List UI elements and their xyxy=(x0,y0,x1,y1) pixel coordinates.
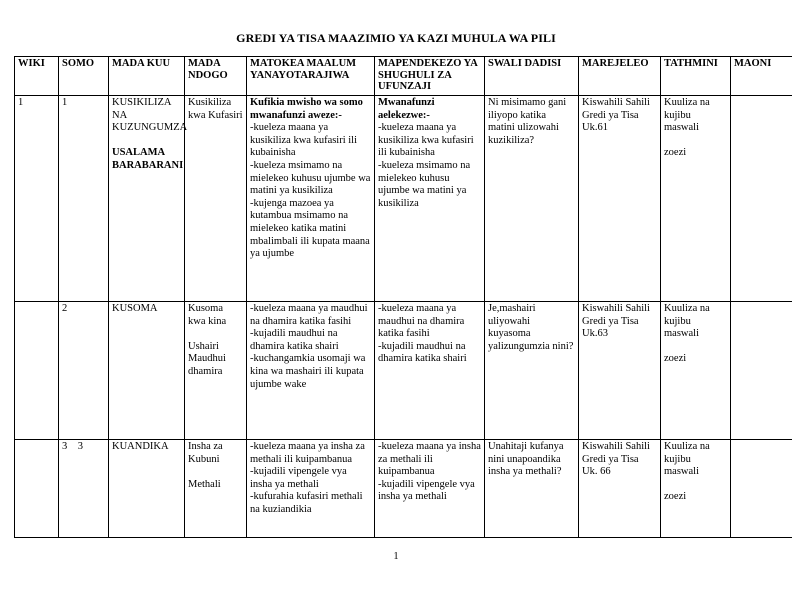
header-wiki: WIKI xyxy=(15,57,59,96)
mada-ndogo-text: Methali xyxy=(188,478,221,490)
matokea-item: -kujadili vipengele vya insha ya methali xyxy=(250,466,347,490)
marejeleo-grade: Gredi ya Tisa xyxy=(582,315,639,327)
cell-swali-dadisi: Ni misimamo gani iliyopo katika matini ulizowahi kuzikiliza? xyxy=(485,96,579,302)
table-row xyxy=(15,440,792,538)
cell-mapendekezo xyxy=(375,302,485,440)
mada-ndogo-text: Insha za Kubuni xyxy=(188,441,223,465)
cell-mapendekezo xyxy=(375,96,485,302)
cell-mada-kuu: KUSOMA xyxy=(109,302,185,440)
mapendekezo-item: -kujadili vipengele vya insha ya methali xyxy=(378,478,475,503)
marejeleo-grade: Gredi ya Tisa xyxy=(582,453,639,465)
cell-wiki xyxy=(15,440,59,538)
mapendekezo-item: -kueleza maana ya maudhui na dhamira katika fasihi xyxy=(378,303,465,340)
header-swali-dadisi: SWALI DADISI xyxy=(485,57,579,96)
marejeleo-grade: Gredi ya Tisa xyxy=(582,109,639,121)
header-tathmini: TATHMINI xyxy=(661,57,731,96)
cell-wiki xyxy=(15,302,59,440)
cell-maoni xyxy=(731,302,792,440)
mapendekezo-item: -kueleza maana ya insha za methali ili kuipambanua xyxy=(378,441,481,478)
tathmini-method: Kuuliza na kujibu maswali xyxy=(664,441,710,478)
header-row xyxy=(15,57,792,96)
mada-kuu-text: KUSIKILIZA NA KUZUNGUMZA xyxy=(112,97,188,134)
tathmini-method: Kuuliza na kujibu maswali xyxy=(664,303,710,340)
tathmini-method: Kuuliza na kujibu maswali xyxy=(664,97,710,134)
cell-matokea xyxy=(247,302,375,440)
mapendekezo-item: -kueleza maana ya kusikiliza kwa kufasiri ili kubainisha xyxy=(378,122,474,159)
cell-mada-ndogo xyxy=(185,302,247,440)
cell-swali-dadisi: Unahitaji kufanya nini unapoandika insha ya methali? xyxy=(485,440,579,538)
marejeleo-book: Kiswahili Sahili xyxy=(582,441,650,452)
marejeleo-book: Kiswahili Sahili xyxy=(582,303,650,314)
marejeleo-book: Kiswahili Sahili xyxy=(582,97,650,108)
cell-matokea xyxy=(247,440,375,538)
matokea-item: -kueleza maana ya kusikiliza kwa kufasiri ili kubainisha xyxy=(250,122,358,159)
cell-marejeleo xyxy=(579,440,661,538)
cell-mada-ndogo xyxy=(185,440,247,538)
matokea-item: -kufurahia kufasiri methali na kuziandikia xyxy=(250,491,363,515)
mapendekezo-item: -kujadili maudhui na dhamira katika shairi xyxy=(378,340,467,365)
document-title: GREDI YA TISA MAAZIMIO YA KAZI MUHULA WA PILI xyxy=(236,31,556,45)
cell-tathmini xyxy=(661,96,731,302)
marejeleo-page: Uk. 66 xyxy=(582,466,611,478)
cell-wiki: 1 xyxy=(15,96,59,302)
cell-mada-kuu xyxy=(109,96,188,302)
header-mada-ndogo: MADA NDOGO xyxy=(185,57,247,96)
mada-ndogo-text: Kusoma kwa kina xyxy=(188,303,227,327)
cell-swali-dadisi: Je,mashairi uliyowahi kuyasoma yalizungumzia nini? xyxy=(485,302,579,440)
tathmini-method: zoezi xyxy=(664,147,687,159)
matokea-item: -kujadili maudhui na dhamira katika shairi xyxy=(250,328,339,352)
mada-ndogo-text: Ushairi Maudhui dhamira xyxy=(188,340,226,377)
cell-mada-ndogo: Kusikiliza kwa Kufasiri xyxy=(185,96,247,302)
cell-maoni xyxy=(731,440,792,538)
matokea-item: -kueleza msimamo na mielekeo kuhusu ujumbe wa matini ya kusikiliza xyxy=(250,159,371,197)
header-somo: SOMO xyxy=(59,57,109,96)
matokea-item: -kueleza maana ya insha za methali ili kuipambanua xyxy=(250,441,365,465)
scheme-of-work-table xyxy=(14,56,792,538)
table-row xyxy=(15,302,792,440)
matokea-item: -kujenga mazoea ya kutambua msimamo na mielekeo katika matini mbalimbali ili kupata maana ya ujumbe xyxy=(250,197,370,260)
matokea-item: -kueleza maana ya maudhui na dhamira katika fasihi xyxy=(250,303,368,327)
cell-matokea xyxy=(247,96,375,302)
page-number: 1 xyxy=(393,551,399,562)
cell-marejeleo xyxy=(579,96,661,302)
marejeleo-page: Uk.63 xyxy=(582,328,608,340)
header-mada-kuu: MADA KUU xyxy=(109,57,185,96)
cell-somo: 2 xyxy=(59,302,109,440)
cell-marejeleo xyxy=(579,302,661,440)
marejeleo-page: Uk.61 xyxy=(582,122,608,134)
cell-somo: 3 3 xyxy=(59,440,109,538)
matokea-item: -kuchangamkia usomaji wa kina wa mashairi ili kupata ujumbe wake xyxy=(250,353,366,390)
mada-kuu-subtopic: USALAMA BARABARANI xyxy=(112,147,184,171)
mapendekezo-intro: Mwanafunzi aelekezwe:- xyxy=(378,97,435,121)
cell-maoni xyxy=(731,96,792,302)
mapendekezo-item: -kueleza msimamo na mielekeo kuhusu ujumbe wa matini ya kusikiliza xyxy=(378,159,471,209)
cell-mapendekezo xyxy=(375,440,485,538)
matokea-intro: Kufikia mwisho wa somo mwanafunzi aweze:- xyxy=(250,97,363,121)
tathmini-method: zoezi xyxy=(664,491,687,503)
cell-somo: 1 xyxy=(59,96,109,302)
header-matokea: MATOKEA MAALUM YANAYOTARAJIWA xyxy=(247,57,375,96)
header-mapendekezo: MAPENDEKEZO YA SHUGHULI ZA UFUNZAJI xyxy=(375,57,485,96)
tathmini-method: zoezi xyxy=(664,353,687,365)
table-row xyxy=(15,96,792,302)
header-marejeleo: MAREJELEO xyxy=(579,57,661,96)
cell-mada-kuu: KUANDIKA xyxy=(109,440,185,538)
cell-tathmini xyxy=(661,440,731,538)
header-maoni: MAONI xyxy=(731,57,792,96)
cell-tathmini xyxy=(661,302,731,440)
